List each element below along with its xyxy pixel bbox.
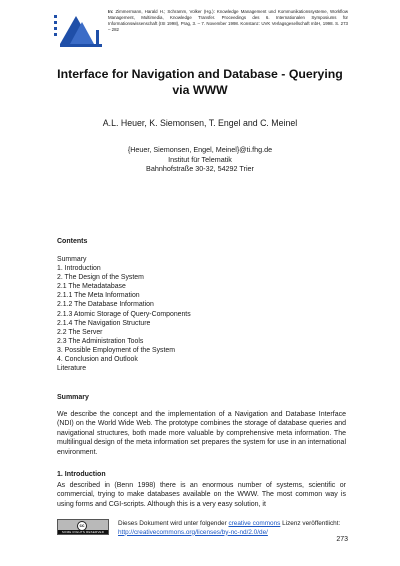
toc-item: 2.1.1 The Meta Information (57, 292, 140, 300)
affiliation-institute: Institut für Telematik (168, 154, 232, 164)
page-number: 273 (336, 536, 348, 543)
affiliation (50, 145, 350, 174)
cc-strip-label: SOME RIGHTS RESERVED (58, 530, 108, 534)
contents-heading: Contents (57, 238, 88, 245)
license-url-link[interactable]: http://creativecommons.org/licenses/by-nc-nd/2.0/de/ (118, 528, 268, 536)
license-notice: Dieses Dokument wird unter folgender creative commons Lizenz veröffentlicht: http://creativecommons.org/licenses/by-nc-nd/2.0/de/ (118, 520, 341, 536)
creative-commons-link[interactable]: creative commons (228, 520, 281, 527)
cc-license-badge-icon[interactable] (57, 519, 109, 535)
toc-item: 2.2 The Server (57, 328, 103, 336)
toc-item: 2.1 The Metadatabase (57, 283, 126, 291)
introduction-text: As described in (Benn 1998) there is an enormous number of systems, scientific or commercial, trying to make databases available on the WWW. The most common way is using forms and CGI-scripts. Although this is a very easy solution, it (57, 482, 346, 508)
toc-item: 2.1.2 The Database Information (57, 301, 154, 309)
summary-text: We describe the concept and the implementation of a Navigation and Database Interface (NDI) on the World Wide Web. The prototype combines the storage of database queries and navigational structures, both made more valuable by comprehensive meta information. The multilingual design of the meta information set prepares the system for use in an international environment. (57, 411, 346, 456)
toc-item: 2.1.3 Atomic Storage of Query-Components (57, 310, 191, 318)
toc-item: 4. Conclusion and Outlook (57, 356, 138, 364)
table-of-contents (57, 255, 347, 373)
toc-item: Literature (57, 365, 87, 373)
toc-item: 1. Introduction (57, 265, 101, 273)
paper-title: Interface for Navigation and Database - Querying via WWW (57, 67, 343, 97)
paper-authors: A.L. Heuer, K. Siemonsen, T. Engel and C. Meinel (102, 118, 298, 128)
affiliation-email: {Heuer, Siemonsen, Engel, Meinel}@ti.fhg.de (127, 145, 273, 154)
toc-item: 3. Possible Employment of the System (57, 346, 175, 354)
citation-header: In: Zimmermann, Harald H.; Schramm, Volker (Hg.): Knowledge Management und Kommunikationssysteme, Workflow Management, Multimedia, Knowledge Transfer. Proceedings des 6. Internationalen Symposiums für Informationswissenschaft (ISI 1998), Prag, 3. – 7. November 1998. Konstanz: UVK Verlagsgesellschaft mbH, 1998. S. 273 – 282 (108, 9, 348, 32)
affiliation-address: Bahnhofstraße 30-32, 54292 Trier (146, 164, 254, 174)
cc-circle-icon: cc (77, 521, 87, 531)
introduction-heading: 1. Introduction (57, 471, 106, 478)
summary-heading: Summary (57, 394, 89, 401)
toc-item: 2. The Design of the System (57, 274, 144, 282)
isi-logo-icon (52, 10, 104, 48)
toc-item: 2.3 The Administration Tools (57, 337, 144, 345)
toc-item: 2.1.4 The Navigation Structure (57, 319, 151, 327)
toc-item: Summary (57, 256, 87, 263)
